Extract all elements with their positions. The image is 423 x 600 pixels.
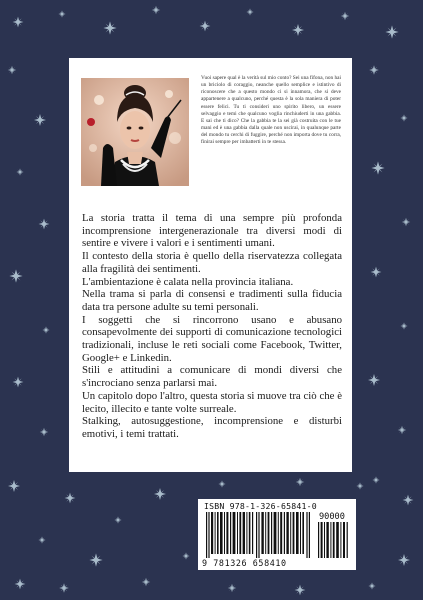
price-barcode-bars bbox=[318, 522, 350, 558]
paragraph: L'ambientazione è calata nella provincia italiana. bbox=[82, 275, 294, 288]
ean-barcode-bars bbox=[206, 512, 310, 558]
barcode-digits: 9 781326 658410 bbox=[202, 558, 287, 568]
paragraph: Nella trama si parla di consensi e tradimenti sulla fiducia data tra persone adulte su temi personali. bbox=[82, 288, 342, 313]
portrait-photo bbox=[81, 78, 189, 186]
back-cover-panel bbox=[69, 58, 352, 472]
price-code: 90000 bbox=[319, 512, 345, 522]
paragraph: Un capitolo dopo l'altro, questa storia si muove tra ciò che è lecito, illecito e tante volte surreale. bbox=[82, 389, 342, 415]
paragraph: Stalking, autosuggestione, incomprensione e disturbi emotivi, i temi trattati. bbox=[82, 415, 342, 440]
quote-text: Vuoi sapere qual è la verità sul mio conto? Sei una fifona, non hai un briciolo di coraggio, neanche quello semplice e istintivo di riconoscere che a questo mondo ci si innamora, che si deve appartenere a qualcuno, perché questa è la sola maniera di poter essere felici. Tu ti consideri uno spirito libero, un essere selvaggio e temi che qualcuno voglia rinchiuderti in una gabbia. E sai che ti dico? Che la gabbia te la sei già costruita con le tue mani ed è una gabbia dalla quale non uscirai, in qualunque parte del mondo tu cerchi di fuggire, perché non importa dove tu corra, finirai sempre per imbatterti in te stessa. bbox=[201, 75, 341, 146]
paragraph: La storia tratta il tema di una sempre più profonda incomprensione intergenerazionale tra diversi modi di sentire e vivere i valori e i sentimenti umani. bbox=[82, 212, 342, 250]
paragraph: Stili e attitudini a comunicare di mondi diversi che s'incrociano senza parlarsi mai. bbox=[82, 364, 342, 390]
paragraph: Il contesto della storia è quello della riservatezza collegata alla fragilità dei sentimenti. bbox=[82, 250, 342, 275]
woman-portrait-illustration bbox=[81, 78, 189, 186]
isbn-barcode bbox=[198, 499, 356, 570]
synopsis-text bbox=[82, 212, 342, 441]
paragraph: I soggetti che si rincorrono usano e abusano consapevolmente dei supporti di comunicazione tecnologici tradizionali, incluse le reti sociali come Facebook, Twitter, Google+ e Linkedin. bbox=[82, 313, 342, 364]
isbn-label: ISBN 978-1-326-65841-0 bbox=[204, 501, 317, 511]
